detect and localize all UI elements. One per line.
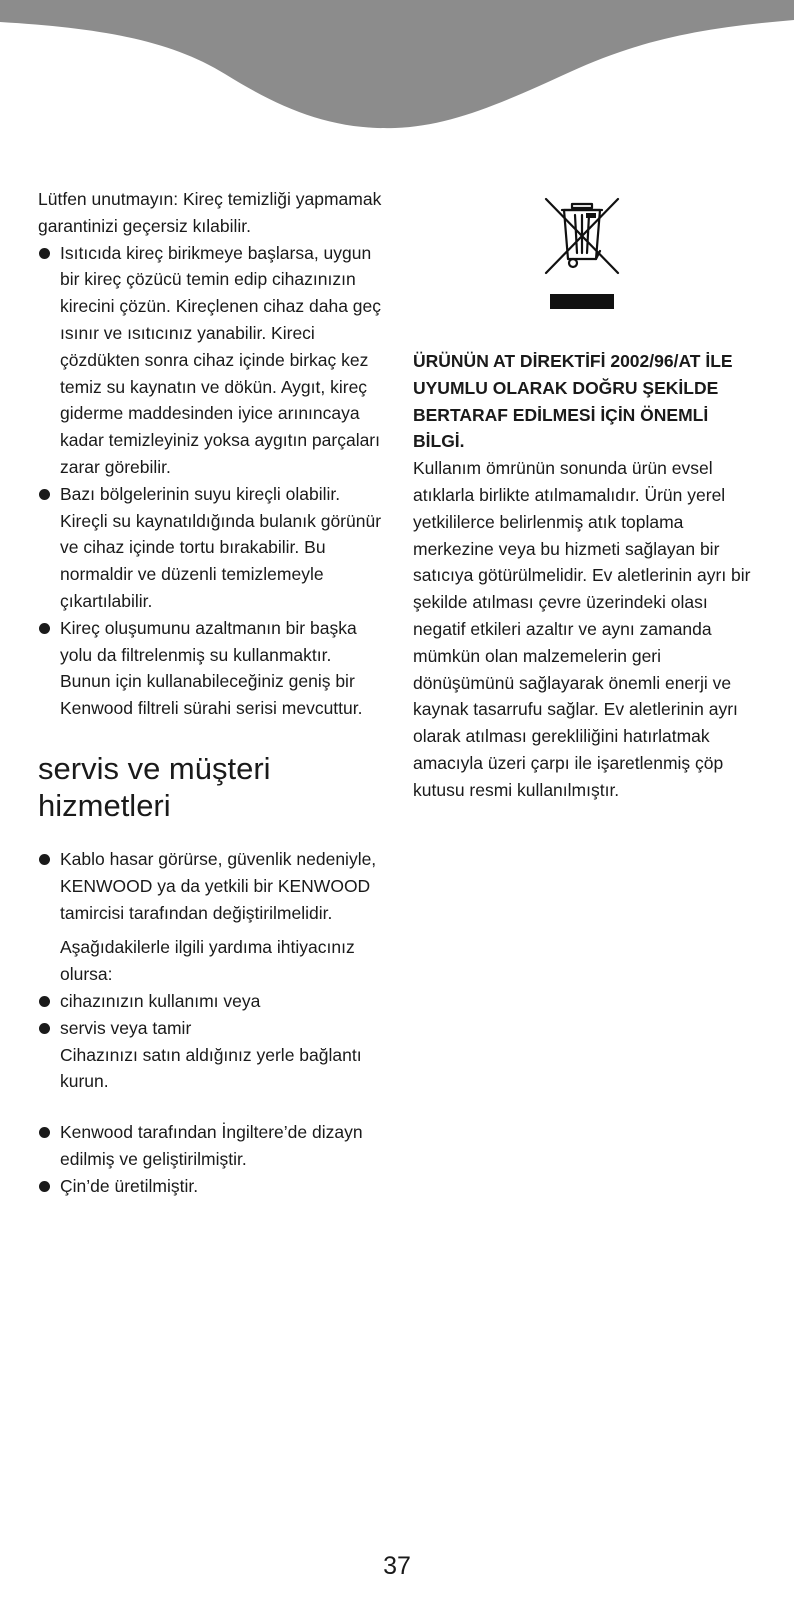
page-number: 37 [383,1552,411,1580]
left-column [38,186,383,1200]
descaling-list [38,240,383,722]
weee-bar [550,294,614,309]
list-item: Kireç oluşumunu azaltmanın bir başka yolu da filtrelenmiş su kullanmaktır. Bunun için kullanabileceğiniz geniş bir Kenwood filtreli sürahi serisi mevcuttur. [38,615,383,722]
contact-text: Cihazınızı satın aldığınız yerle bağlantı kurun. [60,1044,362,1092]
list-item: Isıtıcıda kireç birikmeye başlarsa, uygun bir kireç çözücü temin edip cihazınızın kirecini çözün. Kireçlenen cihaz daha geç ısınır ve ısıtıcınız yanabilir. Kireci çözdükten sonra cihaz içinde birkaç kez temiz su kaynatın ve dökün. Aygıt, kireç giderme maddesinden iyice arınıncaya kadar temizleyiniz yoksa aygıtın parçaları zarar görebilir. [38,240,383,481]
header-wave-decoration [0,0,794,135]
origin-list [38,1119,383,1199]
weee-symbol [413,195,763,310]
help-list [38,988,383,1042]
right-column [413,195,763,804]
list-item: Kenwood tarafından İngiltere’de dizayn edilmiş ve geliştirilmiştir. [38,1119,383,1173]
descaling-warning: Lütfen unutmayın: Kireç temizliği yapmamak garantinizi geçersiz kılabilir. [38,189,382,236]
list-item: Çin’de üretilmiştir. [38,1173,383,1200]
list-item: Kablo hasar görürse, güvenlik nedeniyle, KENWOOD ya da yetkili bir KENWOOD tamircisi tarafından değiştirilmelidir. [38,846,383,926]
service-section-title: servis ve müşteri hizmetleri [38,750,271,823]
list-item: cihazınızın kullanımı veya [38,988,383,1015]
service-list [38,846,383,926]
crossed-out-wheelie-bin-icon [542,195,622,277]
help-intro: Aşağıdakilerle ilgili yardıma ihtiyacınız olursa: [60,937,355,985]
list-item: servis veya tamir [38,1015,383,1042]
list-item: Bazı bölgelerinin suyu kireçli olabilir. Kireçli su kaynatıldığında bulanık görünür ve cihaz içinde tortu bırakabilir. Bu normaldir ve düzenli temizlemeyle çıkartılabilir. [38,481,383,615]
weee-heading: ÜRÜNÜN AT DİREKTİFİ 2002/96/AT İLE UYUMLU OLARAK DOĞRU ŞEKİLDE BERTARAF EDİLMESİ İÇİN ÖNEMLİ BİLGİ. [413,351,733,452]
weee-body-text: Kullanım ömrünün sonunda ürün evsel atıklarla birlikte atılmamalıdır. Ürün yerel yetkililerce belirlenmiş atık toplama merkezine veya bu hizmeti sağlayan bir satıcıya götürülmelidir. Ev aletlerinin ayrı bir şekilde atılması çevre üzerindeki olası negatif etkileri azaltır ve aynı zamanda mümkün olan malzemelerin geri dönüşümünü sağlayarak önemli enerji ve kaynak tasarrufu sağlar. Ev aletlerinin ayrı olarak atılması gerekliliğini hatırlatmak amacıyla üzeri çarpı ile işaretlenmiş çöp kutusu resmi kullanılmıştır. [413,458,751,800]
